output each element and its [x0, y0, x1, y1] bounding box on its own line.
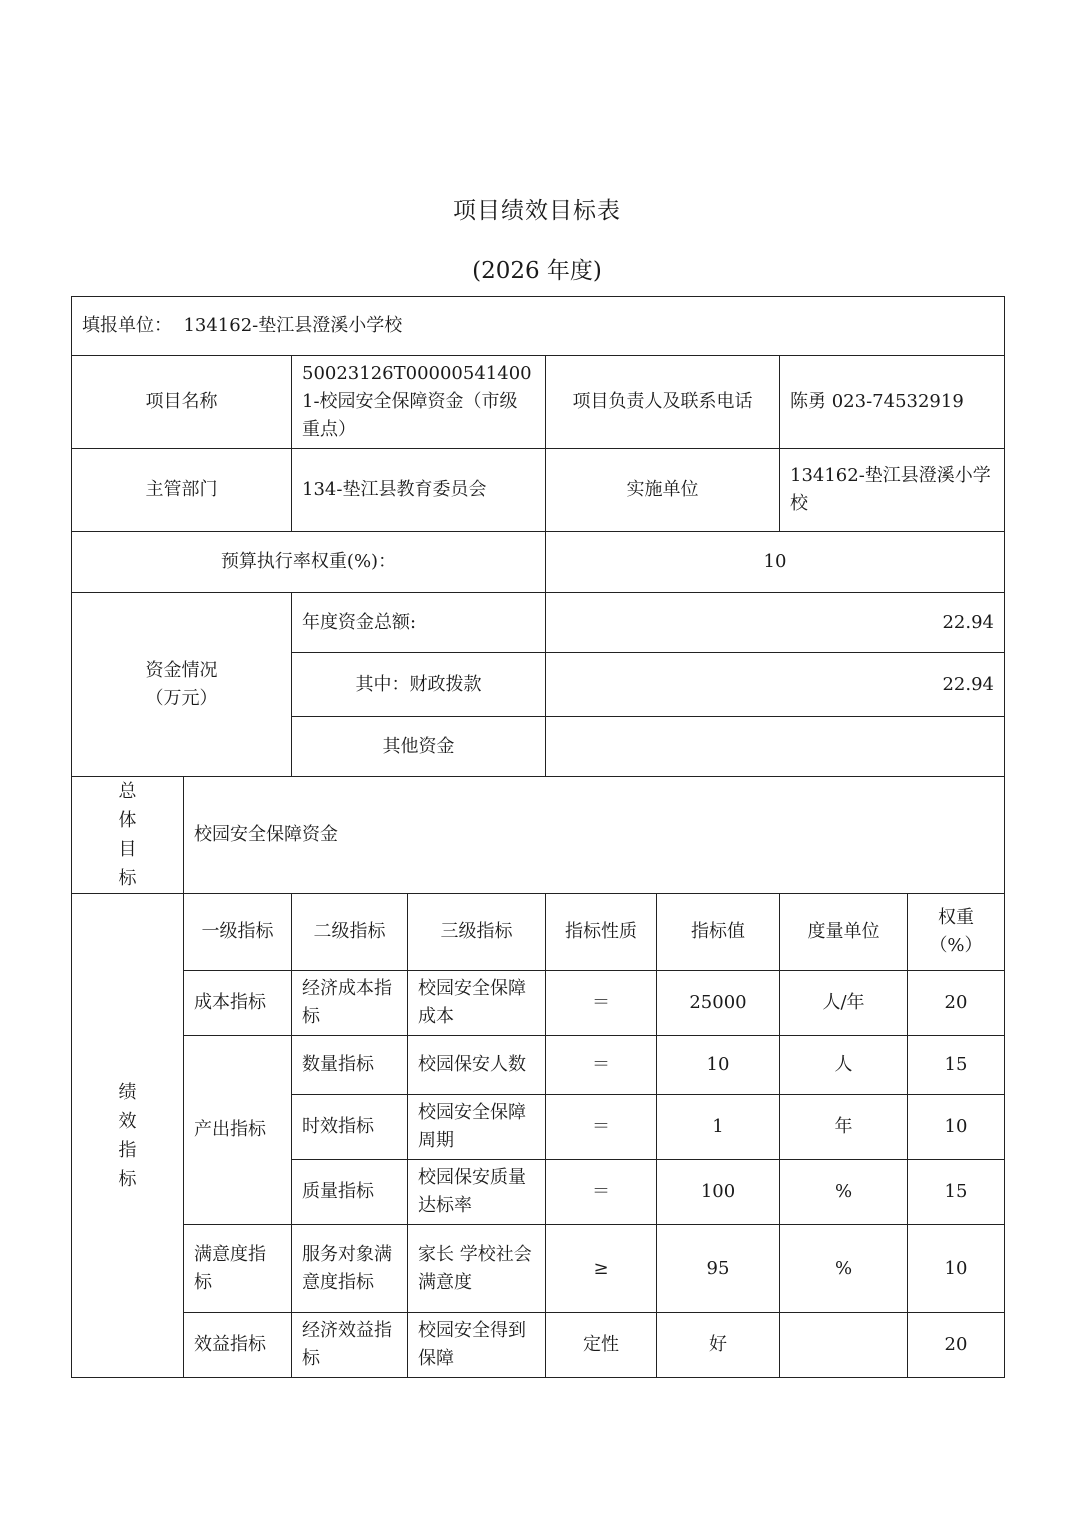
budget-rate-row [72, 532, 1005, 593]
row-unit: 年 [780, 1095, 908, 1160]
performance-char: 绩 [118, 1081, 137, 1103]
goal-char: 目 [118, 839, 137, 860]
project-contact-label: 项目负责人及联系电话 [546, 356, 780, 449]
unit-value: 134162-垫江县澄溪小学校 [183, 315, 403, 336]
row-value: 1 [657, 1095, 780, 1160]
header-unit: 度量单位 [780, 894, 908, 971]
row-value: 好 [657, 1313, 780, 1378]
funds-total-row [72, 593, 1005, 653]
row-level2: 数量指标 [292, 1036, 408, 1095]
unit-row [72, 297, 1005, 356]
project-name-label: 项目名称 [72, 356, 292, 449]
row-level2: 质量指标 [292, 1160, 408, 1225]
row-weight: 20 [908, 971, 1005, 1036]
header-level1: 一级指标 [184, 894, 292, 971]
performance-char: 标 [118, 1168, 137, 1190]
performance-label [72, 894, 184, 1378]
indicator-row [72, 971, 1005, 1036]
goal-char: 标 [118, 868, 137, 889]
row-level2: 经济成本指标 [292, 971, 408, 1036]
row-level1: 产出指标 [184, 1036, 292, 1225]
row-weight: 20 [908, 1313, 1005, 1378]
project-name-row [72, 356, 1005, 449]
row-value: 25000 [657, 971, 780, 1036]
row-nature: ＝ [546, 971, 657, 1036]
row-value: 95 [657, 1225, 780, 1313]
unit-label: 填报单位： [82, 315, 172, 336]
row-weight: 10 [908, 1225, 1005, 1313]
row-level3: 校园保安人数 [408, 1036, 546, 1095]
row-nature: ＝ [546, 1160, 657, 1225]
header-level3: 三级指标 [408, 894, 546, 971]
funds-fiscal-value: 22.94 [546, 653, 1005, 717]
row-nature: 定性 [546, 1313, 657, 1378]
funds-label-line1: 资金情况 [145, 659, 218, 681]
row-level2: 时效指标 [292, 1095, 408, 1160]
row-level1: 效益指标 [184, 1313, 292, 1378]
funds-other-label: 其他资金 [292, 717, 546, 777]
goal-char: 总 [118, 781, 137, 802]
row-level2: 服务对象满意度指标 [292, 1225, 408, 1313]
header-nature: 指标性质 [546, 894, 657, 971]
overall-goal-row [72, 777, 1005, 894]
indicator-row [72, 1225, 1005, 1313]
performance-table [71, 296, 1005, 1378]
dept-value: 134-垫江县教育委员会 [292, 449, 546, 532]
row-level1: 满意度指标 [184, 1225, 292, 1313]
overall-goal-label [72, 777, 184, 894]
header-level2: 二级指标 [292, 894, 408, 971]
row-level3: 校园保安质量达标率 [408, 1160, 546, 1225]
funds-label [72, 593, 292, 777]
row-level1: 成本指标 [184, 971, 292, 1036]
indicator-row [72, 1313, 1005, 1378]
row-unit: % [780, 1225, 908, 1313]
project-name-value: 50023126T000005414001-校园安全保障资金（市级重点） [292, 356, 546, 449]
row-level3: 校园安全得到 保障 [408, 1313, 546, 1378]
unit-cell [72, 297, 1005, 356]
goal-char: 体 [118, 810, 137, 831]
performance-char: 效 [118, 1110, 137, 1132]
row-unit: 人/年 [780, 971, 908, 1036]
funds-label-line2: （万元） [145, 687, 218, 709]
row-weight: 15 [908, 1160, 1005, 1225]
performance-char: 指 [118, 1139, 137, 1161]
row-unit: 人 [780, 1036, 908, 1095]
row-nature: ＝ [546, 1036, 657, 1095]
row-nature: ≥ [546, 1225, 657, 1313]
row-level2: 经济效益指标 [292, 1313, 408, 1378]
overall-goal-value: 校园安全保障资金 [184, 777, 1005, 894]
row-value: 10 [657, 1036, 780, 1095]
row-unit: % [780, 1160, 908, 1225]
header-value: 指标值 [657, 894, 780, 971]
page-subtitle: (2026 年度) [472, 258, 602, 284]
row-level3: 校园安全保障成本 [408, 971, 546, 1036]
impl-label: 实施单位 [546, 449, 780, 532]
funds-fiscal-label: 其中：财政拨款 [292, 653, 546, 717]
page-title: 项目绩效目标表 [453, 198, 621, 224]
impl-value: 134162-垫江县澄溪小学校 [780, 449, 1005, 532]
budget-rate-value: 10 [546, 532, 1005, 593]
row-nature: ＝ [546, 1095, 657, 1160]
row-level3: 家长 学校社会满意度 [408, 1225, 546, 1313]
row-weight: 15 [908, 1036, 1005, 1095]
funds-other-value [546, 717, 1005, 777]
header-weight: 权重（%） [908, 894, 1005, 971]
funds-total-value: 22.94 [546, 593, 1005, 653]
budget-rate-label: 预算执行率权重(%)： [72, 532, 546, 593]
project-contact-value: 陈勇 023-74532919 [780, 356, 1005, 449]
row-unit [780, 1313, 908, 1378]
dept-label: 主管部门 [72, 449, 292, 532]
row-level3: 校园安全保障周期 [408, 1095, 546, 1160]
indicator-row [72, 1036, 1005, 1095]
funds-total-label: 年度资金总额: [292, 593, 546, 653]
indicator-header-row [72, 894, 1005, 971]
row-weight: 10 [908, 1095, 1005, 1160]
department-row [72, 449, 1005, 532]
row-value: 100 [657, 1160, 780, 1225]
